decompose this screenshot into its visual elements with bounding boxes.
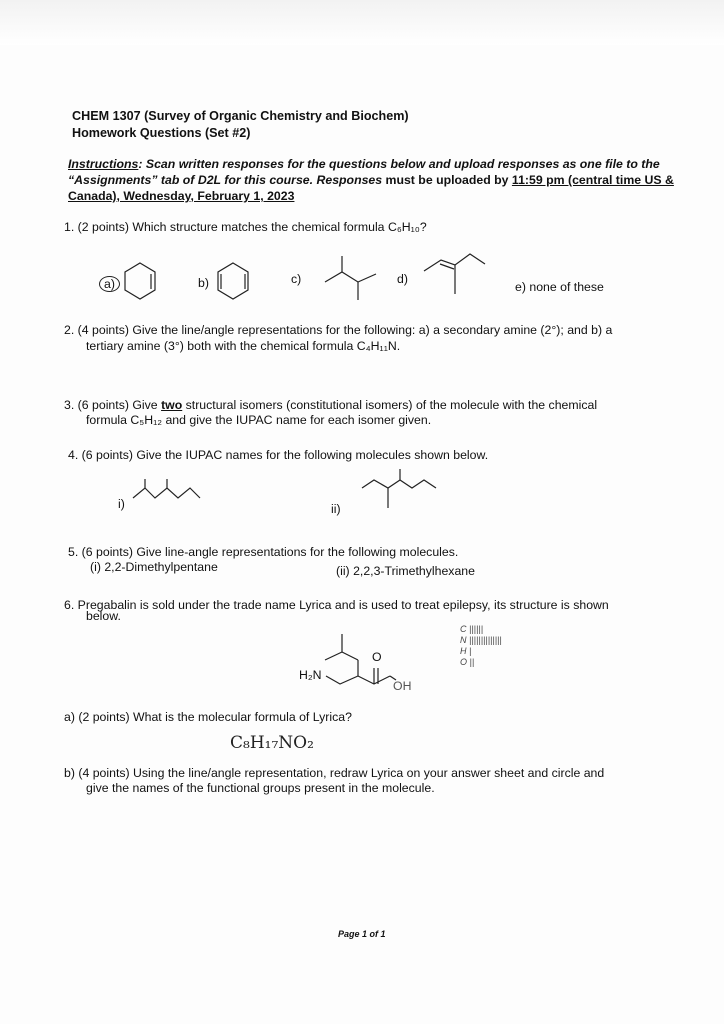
carbonyl-oxygen: O xyxy=(372,650,382,664)
option-c: c) xyxy=(291,272,302,286)
instructions-text: “Assignments” tab of D2L for this course. Responses xyxy=(68,173,383,187)
molecule-i xyxy=(133,488,200,498)
question-2-line2: tertiary amine (3°) both with the chemical formula C₄H₁₁N. xyxy=(86,339,401,353)
option-d: d) xyxy=(397,272,408,286)
molecule-5i: (i) 2,2-Dimethylpentane xyxy=(90,560,218,574)
question-3-line2: formula C₅H₁₂ and give the IUPAC name for each isomer given. xyxy=(86,413,432,427)
question-6-line1: 6. Pregabalin is sold under the trade name Lyrica and is used to treat epilepsy, its structure is shown xyxy=(64,598,609,612)
q3-text: structural isomers (constitutional isomers) of the molecule with the chemical xyxy=(182,398,598,412)
question-6-line2: below. xyxy=(86,609,121,623)
tally-o: O xyxy=(460,657,468,667)
deadline-date: Canada), Wednesday, February 1, 2023 xyxy=(68,189,295,203)
set-title: Homework Questions (Set #2) xyxy=(72,126,251,140)
question-2-line1: 2. (4 points) Give the line/angle representations for the following: a) a secondary amine (2°); and b) a xyxy=(64,323,613,337)
question-4: 4. (6 points) Give the IUPAC names for the following molecules shown below. xyxy=(68,448,489,462)
deadline: 11:59 pm (central time US & xyxy=(511,173,674,187)
option-b: b) xyxy=(198,276,209,290)
molecule-5ii: (ii) 2,2,3-Trimethylhexane xyxy=(336,564,475,578)
handwritten-tally: C |||||| N |||||||||||||| H | O || xyxy=(460,624,502,667)
course-title: CHEM 1307 (Survey of Organic Chemistry and Biochem) xyxy=(72,109,409,123)
q3-emphasis: two xyxy=(161,398,183,412)
hydroxyl-group: OH xyxy=(393,679,412,693)
structure-c xyxy=(325,272,376,282)
instructions-text: : Scan written responses for the questions below and upload responses as one file to the xyxy=(138,157,660,171)
question-1: 1. (2 points) Which structure matches the chemical formula C₆H₁₀? xyxy=(64,220,427,234)
question-3-line1 xyxy=(64,398,597,412)
amine-group: H₂N xyxy=(299,668,322,682)
option-a-circled: a) xyxy=(99,276,120,292)
structure-b xyxy=(218,263,248,299)
molecule-i-label: i) xyxy=(118,497,125,511)
question-5: 5. (6 points) Give line-angle representations for the following molecules. xyxy=(68,545,459,559)
tally-h: H xyxy=(460,646,467,656)
q3-text: 3. (6 points) Give xyxy=(64,398,162,412)
question-6a: a) (2 points) What is the molecular formula of Lyrica? xyxy=(64,710,352,724)
instructions-text: must be uploaded by xyxy=(382,173,512,187)
instructions-label: Instructions xyxy=(68,157,139,171)
tally-n: N xyxy=(460,635,467,645)
option-e: e) none of these xyxy=(515,280,604,294)
lyrica-structure xyxy=(326,676,390,684)
page-number: Page 1 of 1 xyxy=(338,929,386,939)
molecule-ii-label: ii) xyxy=(331,502,341,516)
tally-c: C xyxy=(460,624,467,634)
molecule-ii xyxy=(362,480,436,488)
question-6b-line1: b) (4 points) Using the line/angle representation, redraw Lyrica on your answer sheet and circle and xyxy=(64,766,605,780)
question-6b-line2: give the names of the functional groups present in the molecule. xyxy=(86,781,435,795)
handwritten-answer: C₈H₁₇NO₂ xyxy=(230,733,314,753)
